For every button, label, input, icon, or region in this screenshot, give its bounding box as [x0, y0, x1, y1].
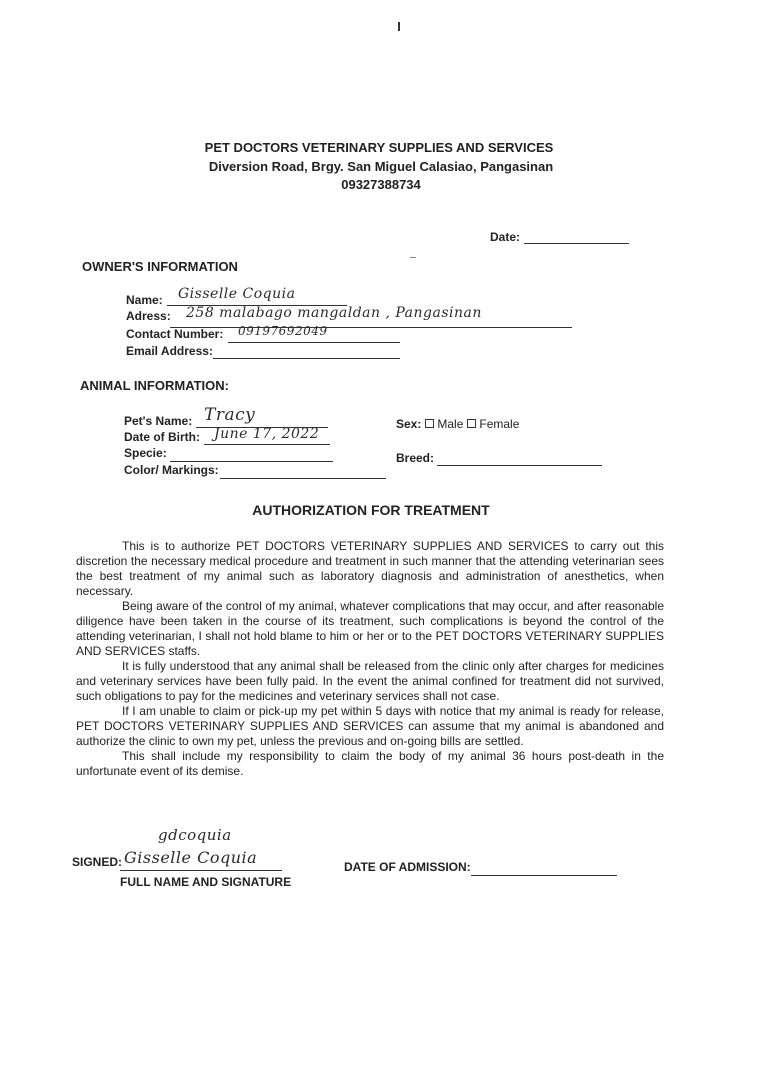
breed-label: Breed: — [396, 451, 435, 465]
sex-label: Sex: — [396, 417, 422, 431]
male-checkbox[interactable] — [425, 419, 434, 428]
contact-number-label: Contact Number: — [126, 327, 224, 341]
authorization-title: AUTHORIZATION FOR TREATMENT — [252, 502, 490, 518]
authorization-paragraph: This is to authorize PET DOCTORS VETERINARY SUPPLIES AND SERVICES to carry out this discretion the necessary medical procedure and treatment in such manner that the attending veterinarian sees the best treatment of my animal such as laboratory diagnosis and administration of anesthetics, when necessary. — [76, 539, 664, 598]
animal-heading: ANIMAL INFORMATION: — [80, 378, 229, 393]
owner-heading: OWNER'S INFORMATION — [82, 259, 238, 274]
pet-name-value: Tracy — [204, 405, 256, 425]
signature-field[interactable] — [120, 870, 282, 871]
owner-address-field[interactable] — [170, 327, 572, 328]
owner-name-value: Gisselle Coquia — [178, 286, 296, 302]
specie-label: Specie: — [124, 446, 167, 460]
business-address: Diversion Road, Brgy. San Miguel Calasiao, Pangasinan — [208, 159, 554, 174]
date-label: Date: — [490, 230, 521, 244]
color-markings-field[interactable] — [220, 478, 386, 479]
date-of-birth-value: June 17, 2022 — [214, 426, 320, 442]
scan-mark — [410, 257, 416, 258]
email-label: Email Address: — [126, 344, 213, 358]
signature-value: Gisselle Coquia — [124, 848, 258, 867]
male-label: Male — [437, 417, 464, 431]
female-label: Female — [479, 417, 520, 431]
authorization-paragraph: Being aware of the control of my animal, whatever complications that may occur, and after reasonable diligence have been taken in the course of its treatment, such complications is beyond the control of the attending veterinarian, I shall not hold blame to him or her or to the PET DOCTORS VETERINARY SUPPLIES AND SERVICES staffs. — [76, 599, 664, 658]
signature-caption: FULL NAME AND SIGNATURE — [120, 875, 292, 889]
sex-field — [396, 417, 519, 431]
authorization-text — [76, 539, 664, 779]
date-field[interactable] — [524, 243, 629, 244]
scan-mark — [398, 22, 400, 31]
date-of-birth-label: Date of Birth: — [124, 430, 200, 444]
authorization-paragraph: This shall include my responsibility to claim the body of my animal 36 hours post-death in the unfortunate event of its demise. — [76, 749, 664, 778]
breed-field[interactable] — [437, 465, 602, 466]
date-of-birth-field[interactable] — [204, 444, 330, 445]
owner-name-label: Name: — [126, 293, 163, 307]
contact-number-value: 09197692049 — [238, 324, 328, 338]
authorization-paragraph: It is fully understood that any animal shall be released from the clinic only after charges for medicines and veterinary services have been fully paid. In the event the animal confined for treatment did not survived, such obligations to pay for the medicines and veterinary services shall not case. — [76, 659, 664, 703]
email-field[interactable] — [213, 358, 400, 359]
authorization-paragraph: If I am unable to claim or pick-up my pet within 5 days with notice that my animal is ready for release, PET DOCTORS VETERINARY SUPPLIES AND SERVICES can assume that my animal is abandoned and authorize the clinic to own my pet, unless the previous and on-going bills are settled. — [76, 704, 664, 748]
owner-address-value: 258 malabago mangaldan , Pangasinan — [186, 305, 482, 321]
initials-value: gdcoquia — [158, 826, 232, 844]
color-markings-label: Color/ Markings: — [124, 463, 219, 477]
date-of-admission-field[interactable] — [471, 875, 617, 876]
owner-address-label: Adress: — [126, 309, 171, 323]
specie-field[interactable] — [170, 461, 333, 462]
date-of-admission-label: DATE OF ADMISSION: — [344, 860, 471, 874]
pet-name-label: Pet's Name: — [124, 414, 193, 428]
signed-label: SIGNED: — [72, 855, 123, 869]
contact-number-field[interactable] — [228, 342, 400, 343]
female-checkbox[interactable] — [467, 419, 476, 428]
business-phone: 09327388734 — [341, 177, 421, 192]
business-name: PET DOCTORS VETERINARY SUPPLIES AND SERVICES — [204, 140, 554, 155]
